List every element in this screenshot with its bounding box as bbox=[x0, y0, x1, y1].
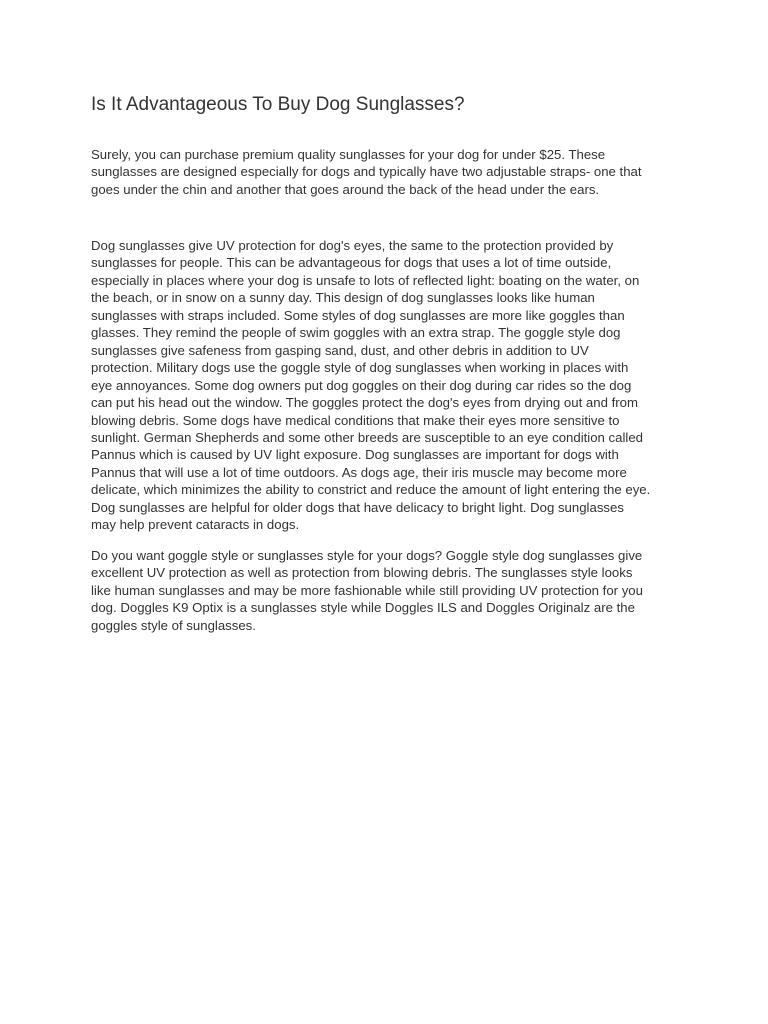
text-line: like human sunglasses and may be more fashionable while still providing UV protection for you bbox=[91, 582, 643, 598]
text-line: the beach, or in snow on a sunny day. This design of dog sunglasses looks like human bbox=[91, 290, 595, 306]
text-line: Dog sunglasses are helpful for older dogs that have delicacy to bright light. Dog sunglasses bbox=[91, 499, 624, 515]
text-line: excellent UV protection as well as protection from blowing debris. The sunglasses style looks bbox=[91, 565, 633, 581]
text-line: especially in places where your dog is unsafe to lots of reflected light: boating on the water, on bbox=[91, 272, 640, 288]
text-line: sunglasses are designed especially for dogs and typically have two adjustable straps- one that bbox=[91, 164, 642, 180]
text-line: glasses. They remind the people of swim goggles with an extra strap. The goggle style dog bbox=[91, 325, 621, 341]
text-line: Dog sunglasses give UV protection for dog's eyes, the same to the protection provided by bbox=[91, 238, 614, 253]
text-line: Pannus which is caused by UV light exposure. Dog sunglasses are important for dogs with bbox=[91, 447, 619, 463]
text-line: may help prevent cataracts in dogs. bbox=[91, 517, 300, 533]
text-line: Do you want goggle style or sunglasses style for your dogs? Goggle style dog sunglasses give bbox=[91, 548, 643, 563]
paragraph-uv-protection bbox=[91, 237, 691, 534]
text-line: Pannus that will use a lot of time outdoors. As dogs age, their iris muscle may become more bbox=[91, 464, 627, 480]
text-line: can put his head out the window. The goggles protect the dog's eyes from drying out and from bbox=[91, 395, 638, 411]
text-line: protection. Military dogs use the goggle style of dog sunglasses when working in places with bbox=[91, 360, 629, 376]
text-line: dog. Doggles K9 Optix is a sunglasses style while Doggles ILS and Doggles Originalz are the bbox=[91, 600, 635, 616]
text-line: sunglasses with straps included. Some styles of dog sunglasses are more like goggles than bbox=[91, 307, 625, 323]
text-line: goes under the chin and another that goes around the back of the head under the ears. bbox=[91, 181, 600, 197]
paragraph-intro bbox=[91, 146, 691, 198]
page-title: Is It Advantageous To Buy Dog Sunglasses? bbox=[91, 94, 465, 115]
text-line: blowing debris. Some dogs have medical conditions that make their eyes more sensitive to bbox=[91, 412, 620, 428]
text-line: eye annoyances. Some dog owners put dog goggles on their dog during car rides so the dog bbox=[91, 377, 632, 393]
text-line: sunglasses give safeness from gasping sand, dust, and other debris in addition to UV bbox=[91, 342, 589, 358]
text-line: sunlight. German Shepherds and some other breeds are susceptible to an eye condition called bbox=[91, 429, 644, 445]
text-line: goggles style of sunglasses. bbox=[91, 617, 256, 633]
paragraph-style-choice bbox=[91, 547, 691, 634]
text-line: Surely, you can purchase premium quality sunglasses for your dog for under $25. These bbox=[91, 147, 606, 162]
text-line: delicate, which minimizes the ability to constrict and reduce the amount of light entering the eye. bbox=[91, 482, 651, 498]
text-line: sunglasses for people. This can be advantageous for dogs that uses a lot of time outside, bbox=[91, 255, 612, 271]
